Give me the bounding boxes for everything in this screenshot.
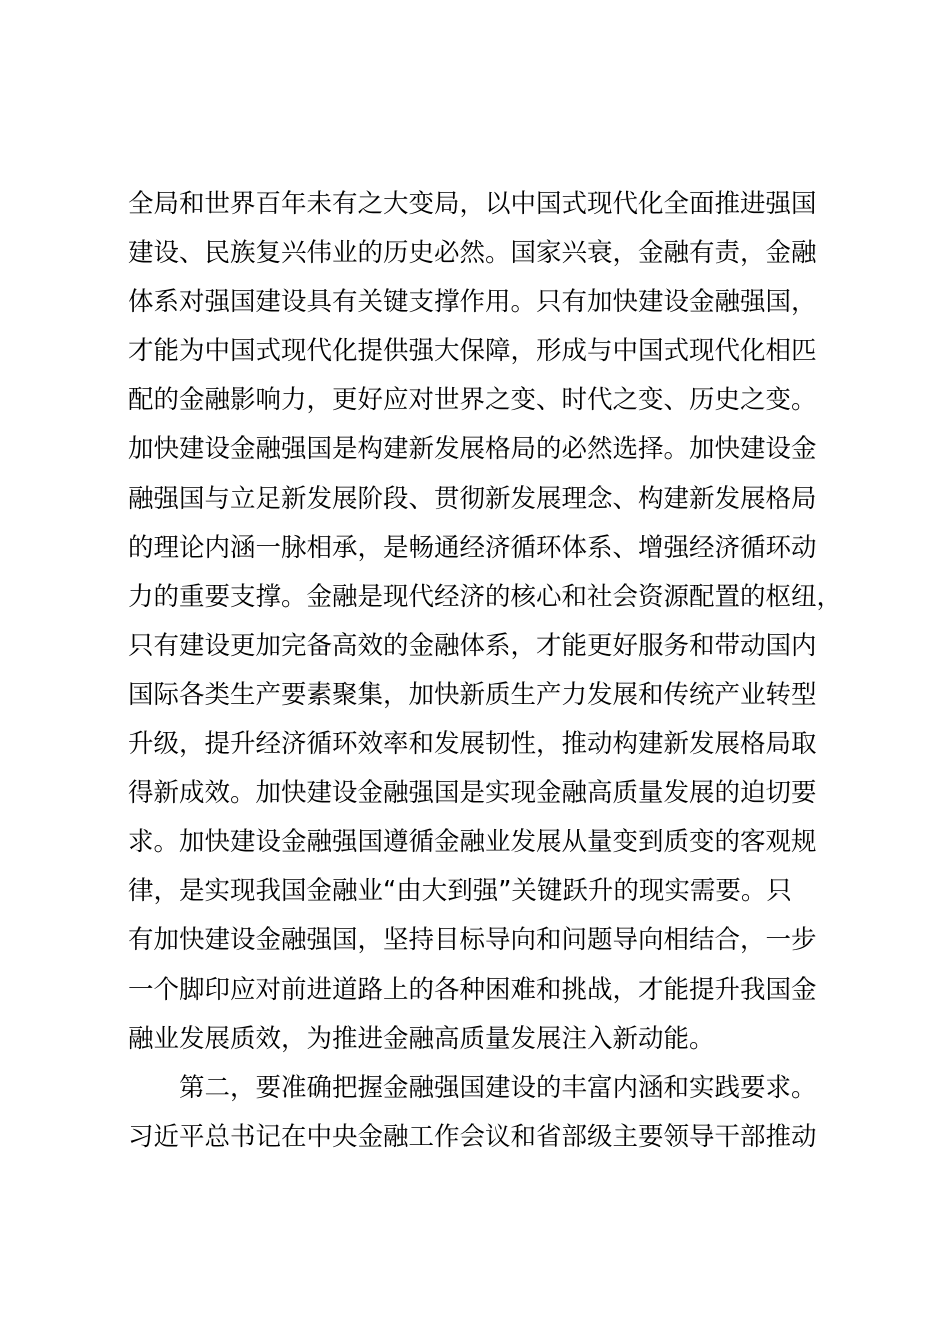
- text-line: 国际各类生产要素聚集，加快新质生产力发展和传统产业转型: [128, 679, 817, 710]
- text-line: 的理论内涵一脉相承，是畅通经济循环体系、增强经济循环动: [128, 532, 817, 563]
- text-line: 习近平总书记在中央金融工作会议和省部级主要领导干部推动: [128, 1121, 817, 1152]
- text-line: 才能为中国式现代化提供强大保障，形成与中国式现代化相匹: [128, 336, 817, 367]
- text-line: 一个脚印应对前进道路上的各种困难和挑战，才能提升我国金: [128, 974, 817, 1005]
- text-line: 配的金融影响力，更好应对世界之变、时代之变、历史之变。: [128, 385, 817, 416]
- text-line: 升级，提升经济循环效率和发展韧性，推动构建新发展格局取: [128, 729, 817, 760]
- text-line: 有加快建设金融强国，坚持目标导向和问题导向相结合，一步: [128, 925, 817, 956]
- text-line: 只有建设更加完备高效的金融体系，才能更好服务和带动国内: [128, 630, 817, 661]
- text-line: 力的重要支撑。金融是现代经济的核心和社会资源配置的枢纽，: [128, 581, 843, 612]
- text-line: 全局和世界百年未有之大变局，以中国式现代化全面推进强国: [128, 189, 817, 219]
- text-line: 加快建设金融强国是构建新发展格局的必然选择。加快建设金: [128, 434, 817, 465]
- body-text: [128, 180, 843, 1162]
- text-line: 求。加快建设金融强国遵循金融业发展从量变到质变的客观规: [128, 827, 817, 858]
- text-line: 融强国与立足新发展阶段、贯彻新发展理念、构建新发展格局: [128, 483, 817, 514]
- paragraph-start-line: 第二，要准确把握金融强国建设的丰富内涵和实践要求。: [179, 1072, 817, 1103]
- text-line: 建设、民族复兴伟业的历史必然。国家兴衰，金融有责，金融: [128, 238, 817, 269]
- text-line: 融业发展质效，为推进金融高质量发展注入新动能。: [128, 1023, 715, 1054]
- text-line: 律，是实现我国金融业“由大到强”关键跃升的现实需要。只: [128, 876, 792, 907]
- text-line: 得新成效。加快建设金融强国是实现金融高质量发展的迫切要: [128, 778, 817, 809]
- text-line: 体系对强国建设具有关键支撑作用。只有加快建设金融强国，: [128, 287, 817, 318]
